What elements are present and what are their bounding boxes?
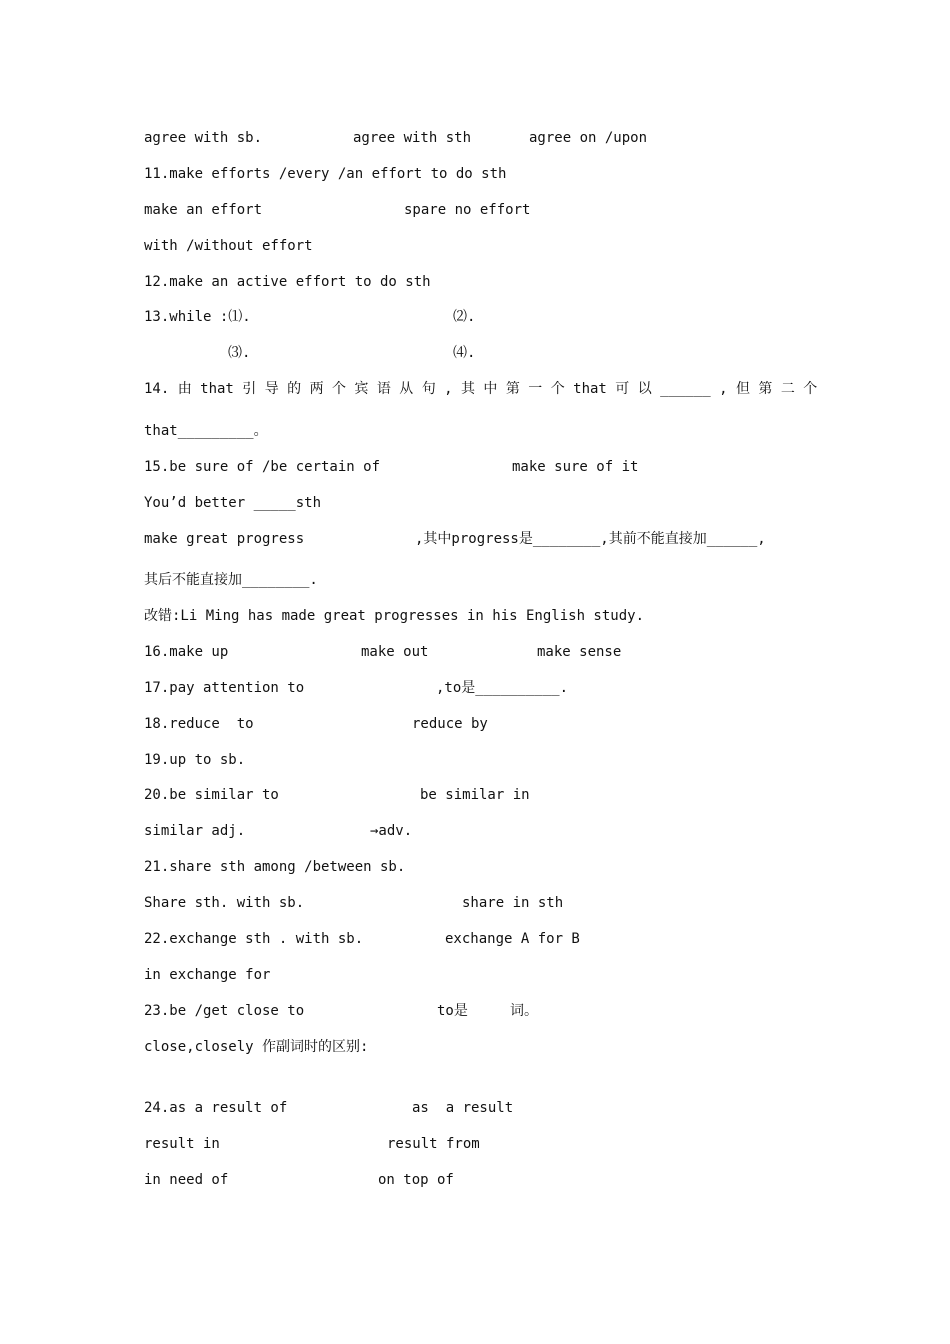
phrase-share-with: Share sth. with sb. bbox=[144, 895, 305, 911]
item-17-to: ,to是__________. bbox=[436, 680, 569, 696]
item-22: 22.exchange sth . with sb. bbox=[144, 931, 364, 947]
phrase-agree-on: agree on /upon bbox=[529, 130, 648, 146]
phrase-make-out: make out bbox=[361, 644, 429, 660]
phrase-agree-with-sth: agree with sth bbox=[353, 130, 472, 146]
item-17: 17.pay attention to bbox=[144, 680, 305, 696]
phrase-make-an-effort: make an effort bbox=[144, 202, 263, 218]
phrase-reduce-by: reduce by bbox=[412, 716, 488, 732]
phrase-make-sure-of-it: make sure of it bbox=[512, 459, 639, 475]
phrase-in-exchange-for: in exchange for bbox=[144, 967, 271, 983]
progress-note: ,其中progress是________,其前不能直接加______, bbox=[415, 531, 766, 547]
close-closely-note: close,closely 作副词时的区别: bbox=[144, 1039, 369, 1055]
item-13-3: ⑶. bbox=[228, 345, 251, 361]
item-12: 12.make an active effort to do sth bbox=[144, 274, 431, 290]
item-19: 19.up to sb. bbox=[144, 752, 246, 768]
phrase-make-great-progress: make great progress bbox=[144, 531, 305, 547]
phrase-be-similar-in: be similar in bbox=[420, 787, 530, 803]
phrase-with-without-effort: with /without effort bbox=[144, 238, 313, 254]
phrase-youd-better: You’d better _____sth bbox=[144, 495, 322, 511]
item-14-line1: 14. 由 that 引 导 的 两 个 宾 语 从 句 , 其 中 第 一 个 that 可 以 ______ , 但 第 二 个 bbox=[144, 381, 818, 397]
item-11: 11.make efforts /every /an effort to do sth bbox=[144, 166, 507, 182]
phrase-result-from: result from bbox=[387, 1136, 480, 1152]
progress-note-2: 其后不能直接加________. bbox=[144, 572, 318, 588]
phrase-on-top-of: on top of bbox=[378, 1172, 454, 1188]
item-13: 13.while :⑴. bbox=[144, 309, 251, 325]
phrase-make-sense: make sense bbox=[537, 644, 622, 660]
phrase-similar-adv: →adv. bbox=[370, 823, 413, 839]
item-18: 18.reduce to bbox=[144, 716, 254, 732]
item-14-line2: that_________。 bbox=[144, 423, 268, 439]
item-23: 23.be /get close to bbox=[144, 1003, 305, 1019]
phrase-result-in: result in bbox=[144, 1136, 220, 1152]
phrase-in-need-of: in need of bbox=[144, 1172, 229, 1188]
phrase-as-a-result: as a result bbox=[412, 1100, 514, 1116]
phrase-spare-no-effort: spare no effort bbox=[404, 202, 531, 218]
item-16: 16.make up bbox=[144, 644, 229, 660]
item-13-2: ⑵. bbox=[453, 309, 476, 325]
phrase-agree-with-sb: agree with sb. bbox=[144, 130, 263, 146]
correction-exercise: 改错:Li Ming has made great progresses in his English study. bbox=[144, 608, 645, 624]
item-23-to: to是 词。 bbox=[437, 1003, 539, 1019]
item-13-4: ⑷. bbox=[453, 345, 476, 361]
phrase-similar-adj: similar adj. bbox=[144, 823, 246, 839]
item-15: 15.be sure of /be certain of bbox=[144, 459, 381, 475]
phrase-exchange-for: exchange A for B bbox=[445, 931, 580, 947]
item-24: 24.as a result of bbox=[144, 1100, 288, 1116]
item-21: 21.share sth among /between sb. bbox=[144, 859, 406, 875]
item-20: 20.be similar to bbox=[144, 787, 279, 803]
phrase-share-in: share in sth bbox=[462, 895, 564, 911]
